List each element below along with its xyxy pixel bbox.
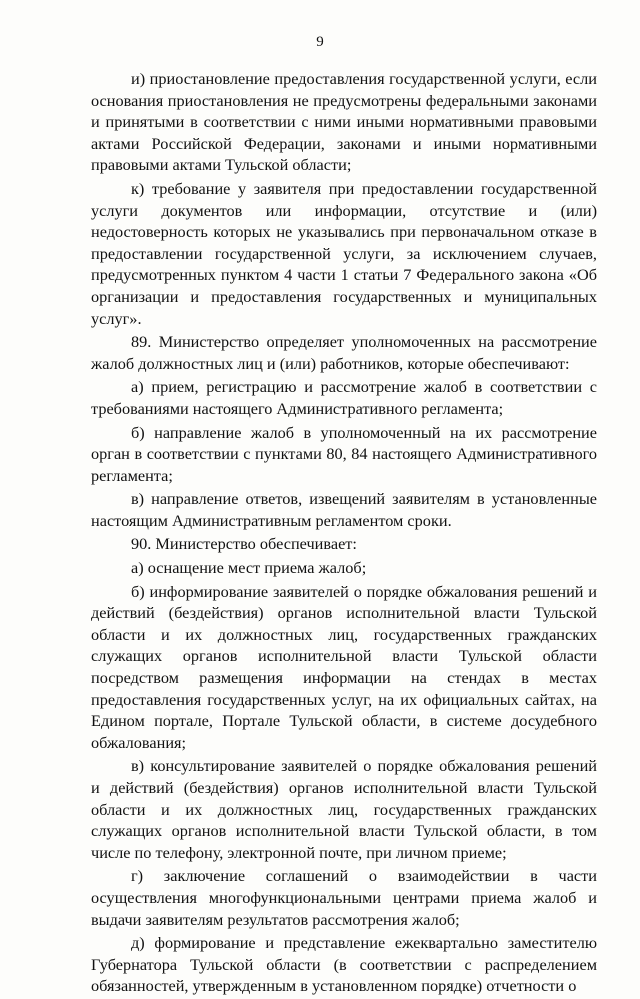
paragraph-90-a: а) оснащение мест приема жалоб; (131, 558, 367, 578)
paragraph-90: 90. Министерство обеспечивает: (131, 534, 357, 554)
paragraph-89-a: а) прием, регистрацию и рассмотрение жалоб в соответствии с требованиями настоящего Административного регламента; (91, 377, 597, 418)
paragraph-90-g: г) заключение соглашений о взаимодействии в части осуществления многофункциональными центрами приема жалоб и выдачи заявителям результатов рассмотрения жалоб; (91, 866, 597, 929)
paragraph-k: к) требование у заявителя при предоставлении государственной услуги документов или информации, отсутствие и (или) недостоверность которых не указывались при первоначальном отказе в предоставлении государственной услуги, за исключением случаев, предусмотренных пунктом 4 части 1 статьи 7 Федерального закона «Об организации и предоставления государственных и муниципальных услуг». (91, 178, 597, 328)
paragraph-89: 89. Министерство определяет уполномоченных на рассмотрение жалоб должностных лиц и (или) работников, которые обеспечивают: (91, 332, 597, 373)
paragraph-89-v: в) направление ответов, извещений заявителям в установленные настоящим Административным регламентом сроки. (91, 489, 597, 530)
paragraph-90-d: д) формирование и представление ежеквартально заместителю Губернатора Тульской области (в соответствии с распределением обязанностей, утвержденным в установленном порядке) отчетности о (91, 933, 597, 996)
paragraph-89-b: б) направление жалоб в уполномоченный на их рассмотрение орган в соответствии с пунктами 80, 84 настоящего Административного регламента; (91, 422, 597, 485)
paragraph-90-b: б) информирование заявителей о порядке обжалования решений и действий (бездействия) органов исполнительной власти Тульской области и их должностных лиц, государственных гражданских служащих органов исполнительной власти Тульской области посредством размещения информации на стендах в местах предоставления государственных услуг, на их официальных сайтах, на Едином портале, Портале Тульской области, в системе досудебного обжалования; (91, 581, 597, 752)
page-number: 9 (316, 34, 324, 50)
document-body (91, 68, 597, 999)
paragraph-i: и) приостановление предоставления государственной услуги, если основания приостановления не предусмотрены федеральными законами и принятыми в соответствии с ними иными нормативными правовыми актами Российской Федерации, законами и иными нормативными правовыми актами Тульской области; (91, 69, 597, 175)
paragraph-90-v: в) консультирование заявителей о порядке обжалования решений и действий (бездействия) органов исполнительной власти Тульской области и их должностных лиц, государственных гражданских служащих органов исполнительной власти Тульской области, в том числе по телефону, электронной почте, при личном приеме; (91, 756, 597, 862)
